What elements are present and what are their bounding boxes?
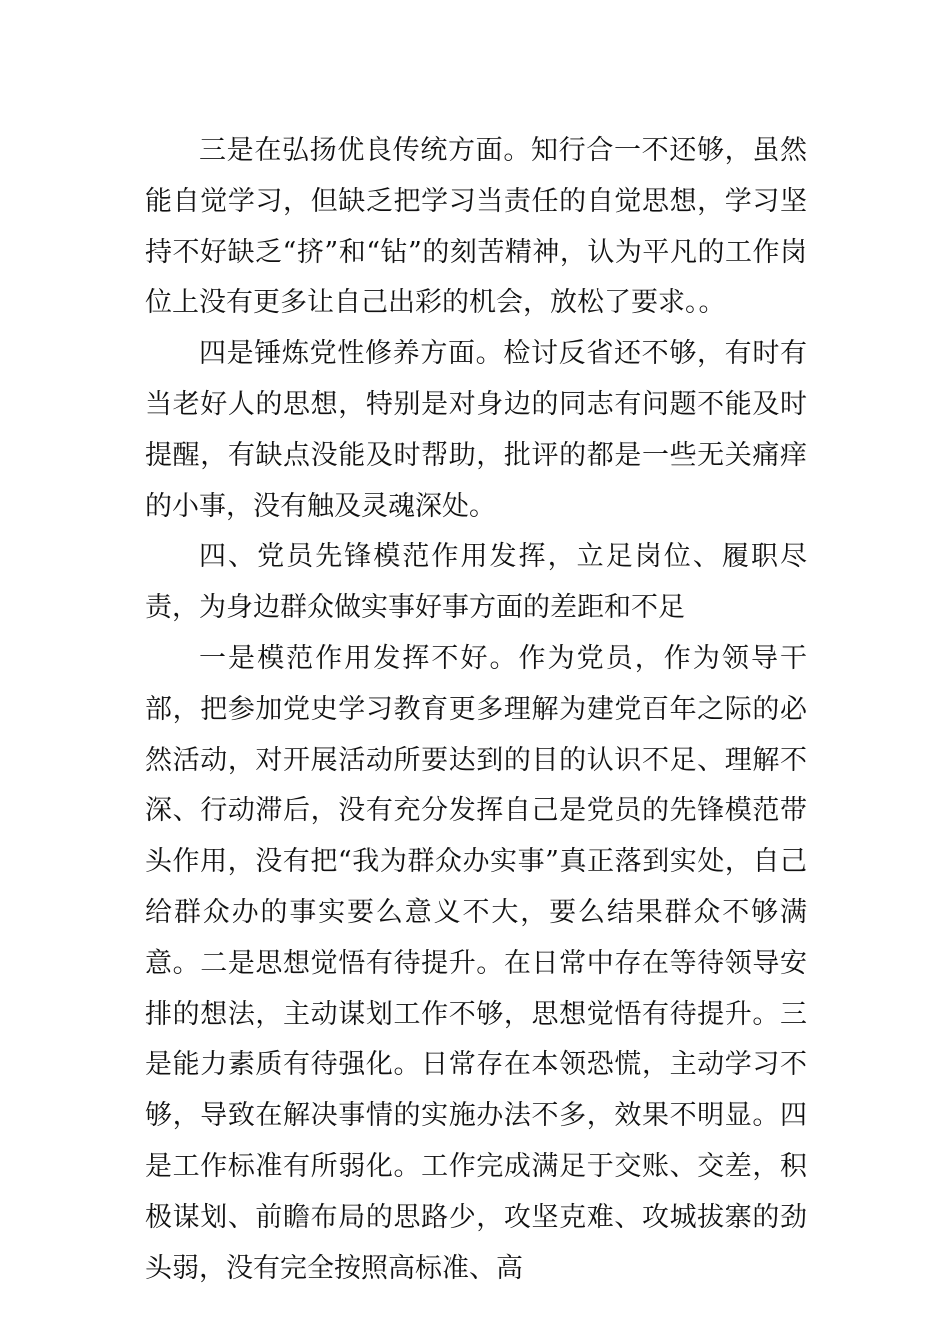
- section-heading-four: 四、党员先锋模范作用发挥，立足岗位、履职尽责，为身边群众做实事好事方面的差距和不足: [145, 541, 807, 624]
- document-body: [145, 126, 807, 1294]
- paragraph-party-spirit: 四是锤炼党性修养方面。检讨反省还不够，有时有当老好人的思想，特别是对身边的同志有问题不能及时提醒，有缺点没能及时帮助，批评的都是一些无关痛痒的小事，没有触及灵魂深处。: [145, 338, 807, 522]
- paragraph-exemplary-role: 一是模范作用发挥不好。作为党员，作为领导干部，把参加党史学习教育更多理解为建党百年之际的必然活动，对开展活动所要达到的目的认识不足、理解不深、行动滞后，没有充分发挥自己是党员的先锋模范带头作用，没有把“我为群众办实事”真正落到实处，自己给群众办的事实要么意义不大，要么结果群众不够满意。二是思想觉悟有待提升。在日常中存在等待领导安排的想法，主动谋划工作不够，思想觉悟有待提升。三是能力素质有待强化。日常存在本领恐慌，主动学习不够，导致在解决事情的实施办法不多，效果不明显。四是工作标准有所弱化。工作完成满足于交账、交差，积极谋划、前瞻布局的思路少，攻坚克难、攻城拔寨的劲头弱，没有完全按照高标准、高: [145, 642, 807, 1284]
- paragraph-tradition: 三是在弘扬优良传统方面。知行合一不还够，虽然能自觉学习，但缺乏把学习当责任的自觉思想，学习坚持不好缺乏“挤”和“钻”的刻苦精神，认为平凡的工作岗位上没有更多让自己出彩的机会，放松了要求。。: [145, 135, 807, 319]
